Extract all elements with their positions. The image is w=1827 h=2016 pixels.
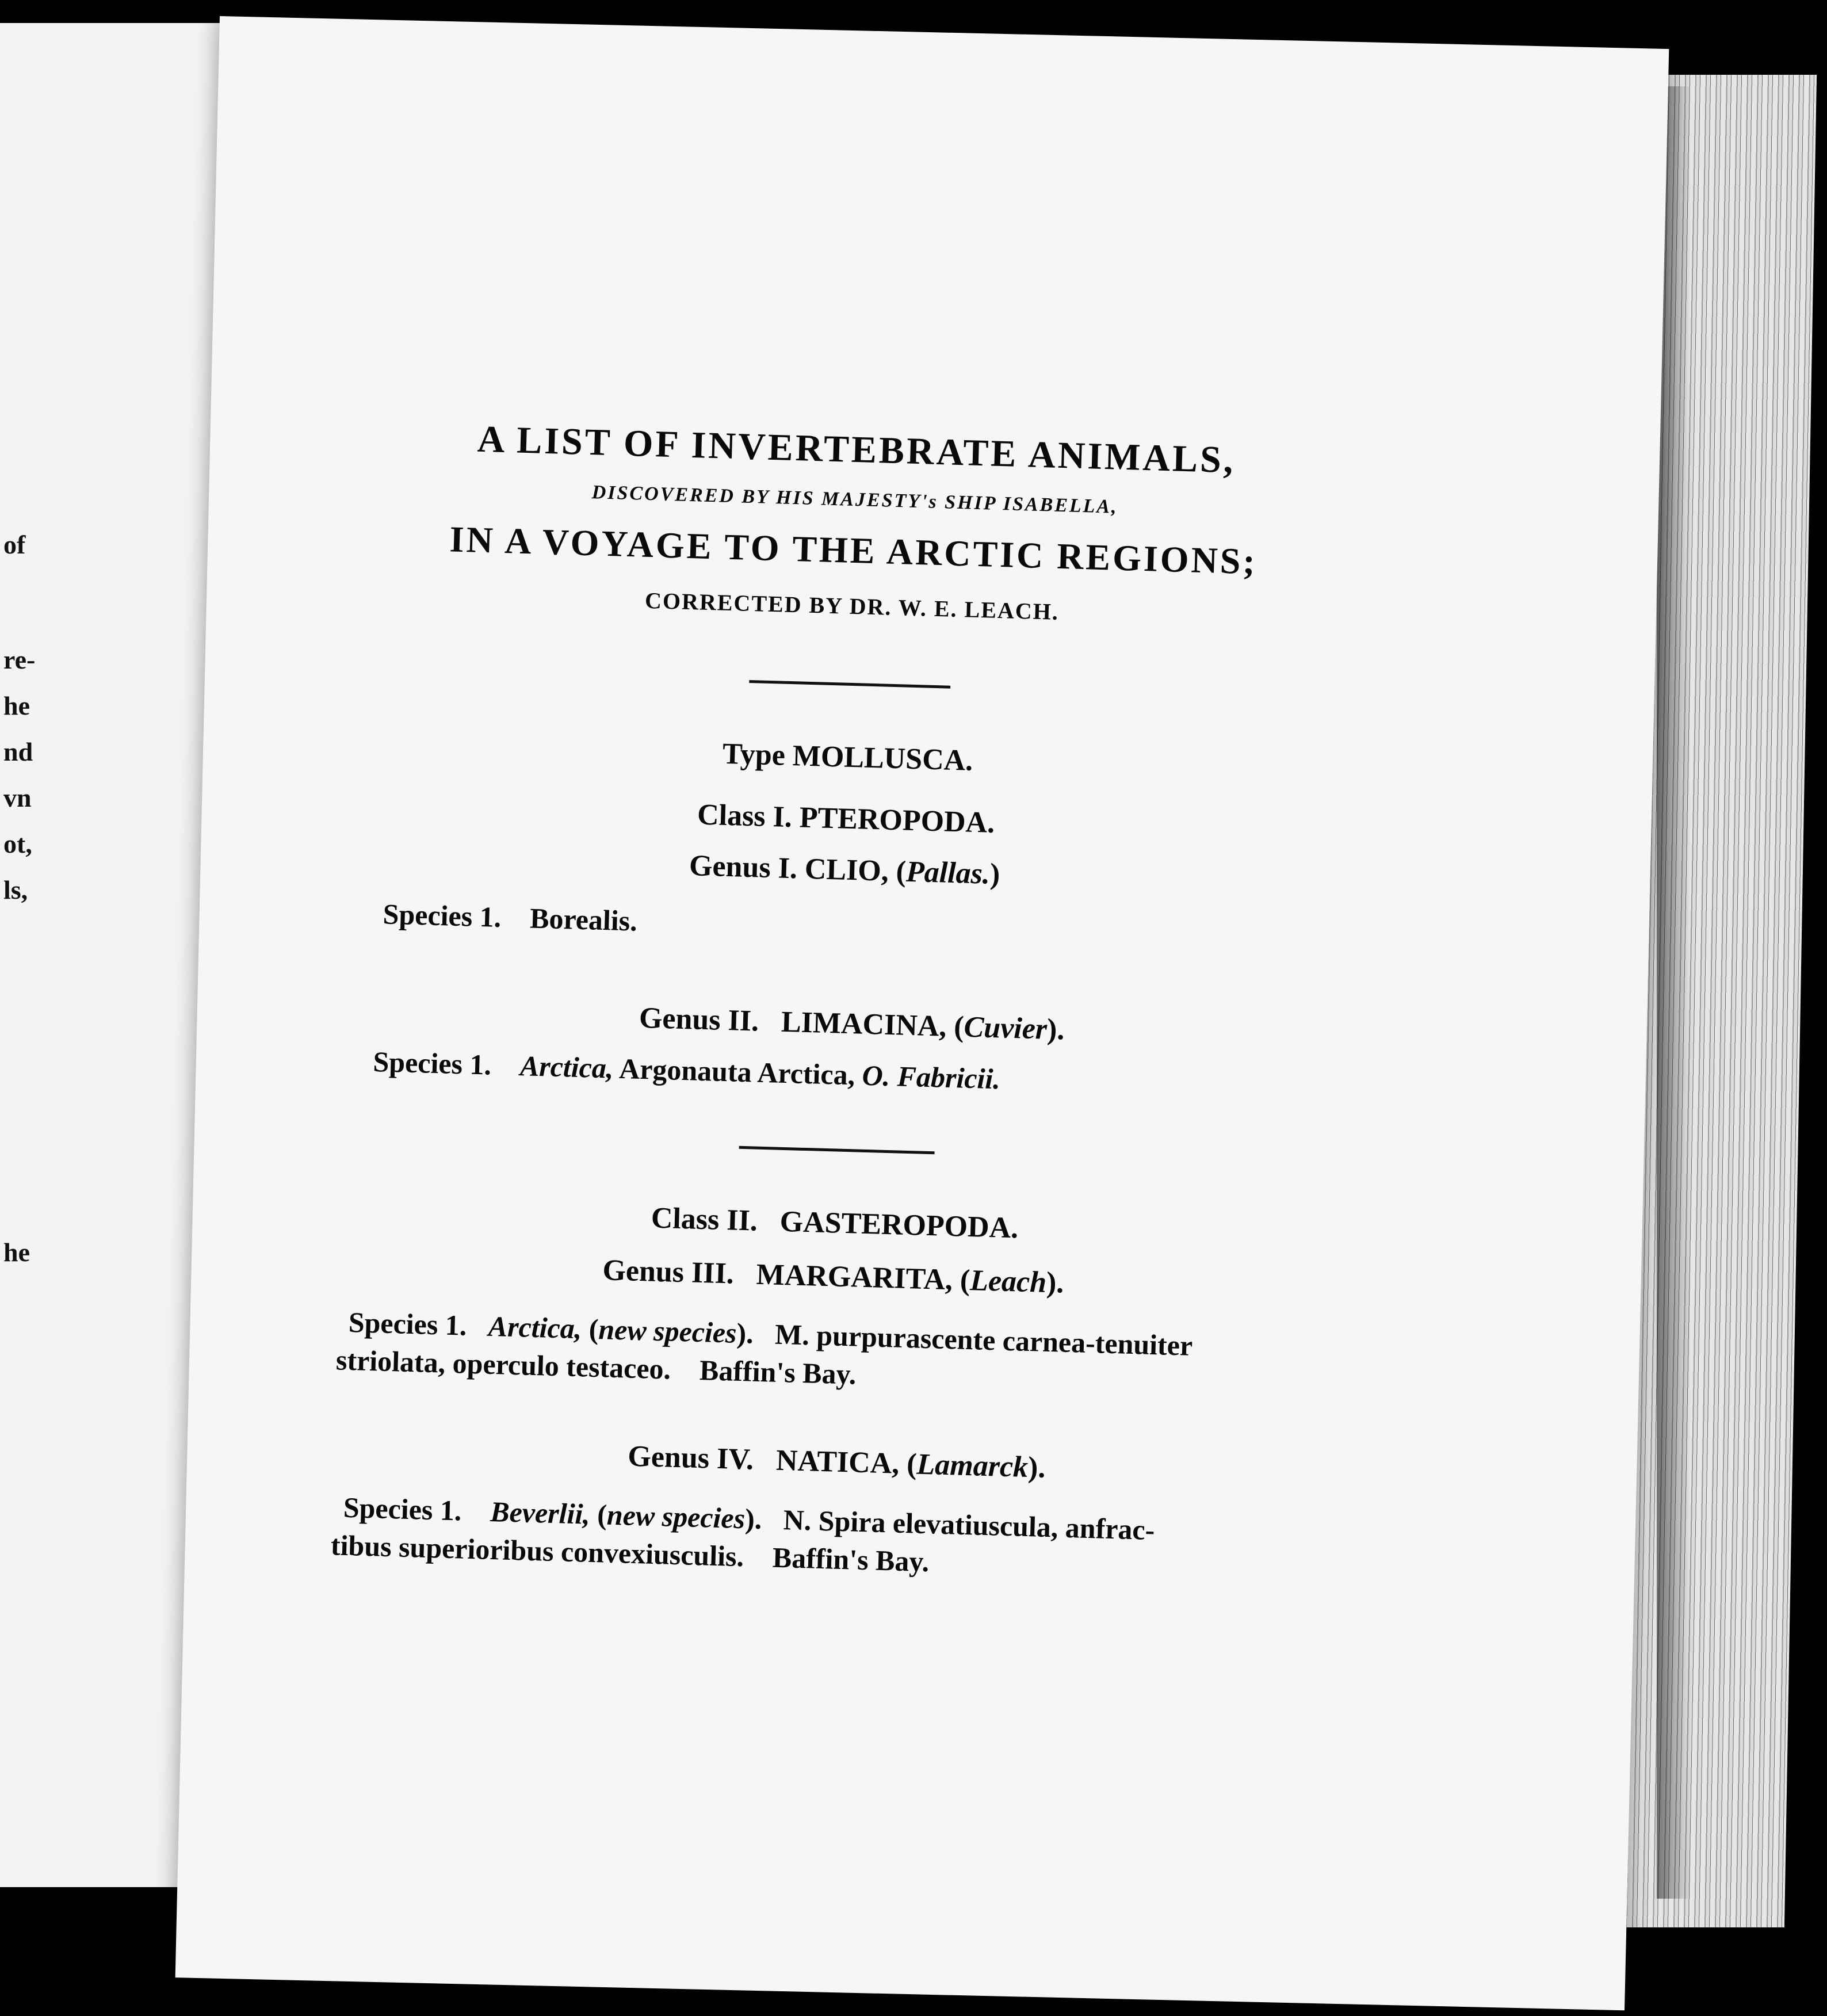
authority-open: ( xyxy=(906,1448,918,1481)
left-fragment: ls, xyxy=(3,875,28,904)
species-entry xyxy=(344,1044,1334,1105)
status-close: ). xyxy=(736,1316,754,1350)
species-locality: Baffin's Bay. xyxy=(772,1541,930,1578)
class-label: Class II. xyxy=(651,1201,758,1238)
species-label: Species 1. xyxy=(343,1491,463,1527)
species-status: new species xyxy=(606,1498,746,1535)
authority-close: ). xyxy=(1046,1266,1065,1300)
synonym-authority: O. Fabricii. xyxy=(861,1059,1001,1095)
species-description: M. purpurascente carnea-tenuiter xyxy=(774,1318,1193,1362)
authority: Lamarck xyxy=(916,1448,1029,1484)
genus-label: Genus II. xyxy=(639,1001,759,1038)
genus-name: NATICA, xyxy=(775,1444,900,1480)
species-label: Species 1. xyxy=(372,1045,492,1081)
genus-name: CLIO, xyxy=(804,852,889,888)
genus-heading xyxy=(333,1431,1323,1492)
species-status: new species xyxy=(598,1313,737,1349)
species-entry xyxy=(348,896,1338,957)
genus-heading xyxy=(350,839,1340,901)
species-description: striolata, operculo testaceo. xyxy=(335,1343,671,1385)
status-close: ). xyxy=(744,1502,763,1536)
genus-name: LIMACINA, xyxy=(781,1005,947,1043)
left-fragment: ot, xyxy=(3,829,32,858)
species-description: tibus superioribus convexiusculis. xyxy=(330,1529,744,1573)
species-name: Beverlii, xyxy=(490,1495,591,1530)
authority-open: ( xyxy=(960,1263,971,1297)
left-fragment: of xyxy=(3,530,26,559)
species-label: Species 1. xyxy=(348,1305,468,1342)
authority-open: ( xyxy=(953,1010,965,1044)
genus-heading xyxy=(338,1246,1328,1307)
document-subtitle: DISCOVERED BY HIS MAJESTY's SHIP ISABELLA, xyxy=(591,482,1119,518)
species-synonym: Argonauta Arctica, xyxy=(618,1052,855,1091)
genus-heading xyxy=(345,993,1335,1055)
left-fragment: nd xyxy=(3,737,33,766)
left-fragment: he xyxy=(3,691,30,720)
species-name: Borealis. xyxy=(529,902,638,937)
document-title-line2: IN A VOYAGE TO THE ARCTIC REGIONS; xyxy=(449,518,1258,582)
type-heading: Type MOLLUSCA. xyxy=(722,737,974,777)
class-name: GASTEROPODA. xyxy=(779,1205,1019,1245)
left-fragment: he xyxy=(3,1238,30,1267)
authority-open: ( xyxy=(895,855,907,888)
genus-label: Genus I. xyxy=(689,849,798,885)
left-fragment: re- xyxy=(3,645,36,674)
species-label: Species 1. xyxy=(382,898,502,934)
document-title: A LIST OF INVERTEBRATE ANIMALS, xyxy=(476,418,1236,482)
section-divider xyxy=(749,680,950,689)
corrected-by: CORRECTED BY DR. W. E. LEACH. xyxy=(644,587,1060,625)
species-name: Arctica, xyxy=(519,1049,614,1085)
species-locality: Baffin's Bay. xyxy=(699,1354,857,1391)
class-heading xyxy=(351,788,1341,850)
page-content xyxy=(330,414,1351,1589)
left-fragment: vn xyxy=(3,783,32,812)
genus-label: Genus IV. xyxy=(627,1440,754,1476)
authority-close: ). xyxy=(1046,1013,1065,1047)
class-name: PTEROPODA. xyxy=(799,801,995,839)
authority: Pallas. xyxy=(905,855,991,891)
authority: Cuvier xyxy=(963,1010,1048,1046)
status-open: ( xyxy=(588,1312,599,1346)
species-description: N. Spira elevatiuscula, anfrac- xyxy=(783,1503,1156,1547)
genus-name: MARGARITA, xyxy=(755,1258,953,1297)
species-name: Arctica, xyxy=(488,1309,583,1345)
authority-close: ). xyxy=(1027,1451,1046,1484)
genus-label: Genus III. xyxy=(602,1254,735,1290)
authority: Leach xyxy=(969,1264,1047,1299)
authority-close: ) xyxy=(989,857,1001,891)
section-divider xyxy=(739,1146,935,1154)
class-label: Class I. xyxy=(697,798,793,834)
class-heading xyxy=(340,1192,1330,1254)
status-open: ( xyxy=(597,1498,607,1531)
